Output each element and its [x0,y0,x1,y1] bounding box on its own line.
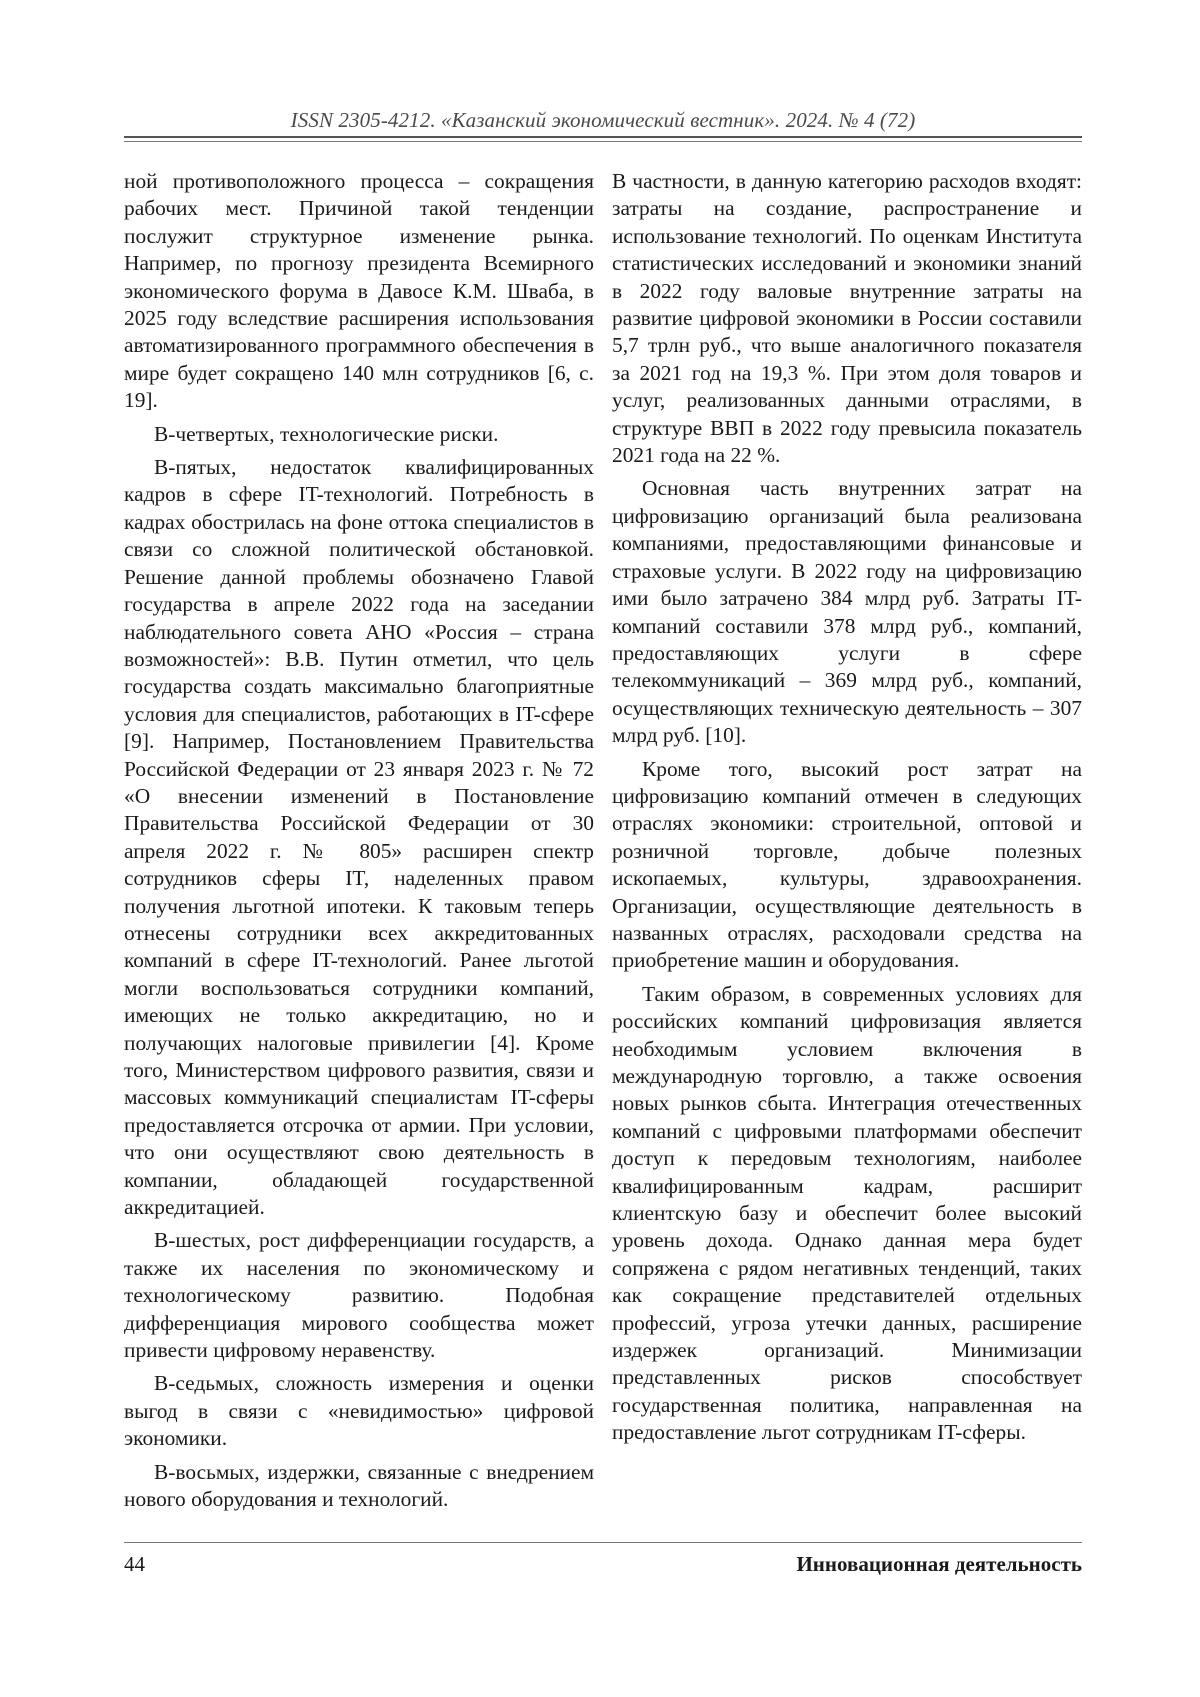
paragraph: В частности, в данную категорию расходов входят: затраты на создание, распространение и использование технологий. По оценкам Института статистических исследований и экономики знаний в 2022 году валовые внутренние затраты на развитие цифровой экономики в России составили 5,7 трлн руб., что выше аналогичного показателя за 2021 год на 19,3 %. При этом доля товаров и услуг, реализованных данными отраслями, в структуре ВВП в 2022 году превысила показатель 2021 года на 22 %. [612,169,1082,468]
paragraph: В-седьмых, сложность измерения и оценки выгод в связи с «невидимостью» цифровой экономики. [124,1371,594,1451]
footer-rule [124,1542,1082,1543]
paragraph: Таким образом, в современных условиях для российских компаний цифровизация является необходимым условием включения в международную торговлю, а также освоения новых рынков сбыта. Интеграция отечественных компаний с цифровыми платформами обеспечит доступ к передовым технологиям, наиболее квалифицированным кадрам, расширит клиентскую базу и обеспечит более высокий уровень дохода. Однако данная мера будет сопряжена с рядом негативных тенденций, таких как сокращение представителей отдельных профессий, угроза утечки данных, расширение издержек организаций. Минимизации представленных рисков способствует государственная политика, направленная на предоставление льгот сотрудникам IT-сферы. [612,981,1082,1445]
paragraph: В-шестых, рост дифференциации государств, а также их населения по экономическому и технологическому развитию. Подобная дифференциация мирового сообщества может привести цифровому неравенству. [124,1228,594,1363]
paragraph: В-пятых, недостаток квалифицированных кадров в сфере IT-технологий. Потребность в кадрах обострилась на фоне оттока специалистов в связи со сложной политической обстановкой. Решение данной проблемы обозначено Главой государства в апреле 2022 года на заседании наблюдательного совета АНО «Россия – страна возможностей»: В.В. Путин отметил, что цель государства создать максимально благоприятные условия для специалистов, работающих в IT-сфере [9]. Например, Постановлением Правительства Российской Федерации от 23 января 2023 г. № 72 «О внесении изменений в Постановление Правительства Российской Федерации от 30 апреля 2022 г. № 805» расширен спектр сотрудников сферы IT, наделенных правом получения льготной ипотеки. К таковым теперь отнесены сотрудники всех аккредитованных компаний в сфере IT-технологий. Ранее льготой могли воспользоваться сотрудники компаний, имеющих не только аккредитацию, но и получающих налоговые привилегии [4]. Кроме того, Министерством цифрового развития, связи и массовых коммуникаций специалистам IT-сферы предоставляется отсрочка от армии. При условии, что они осуществляют свою деятельность в компании, обладающей государственной аккредитацией. [124,455,594,1220]
page-number: 44 [124,1552,145,1576]
section-title: Инновационная деятельность [796,1552,1082,1576]
paragraph: В-восьмых, издержки, связанные с внедрением нового оборудования и технологий. [124,1459,594,1512]
paragraph: ной противоположного процесса – сокращения рабочих мест. Причиной такой тенденции послужит структурное изменение рынка. Например, по прогнозу президента Всемирного экономического форума в Давосе К.М. Шваба, в 2025 году вследствие расширения использования автоматизированного программного обеспечения в мире будет сокращено 140 млн сотрудников [6, с. 19]. [124,169,594,413]
header-rule-thin [124,141,1082,142]
paragraph: В-четвертых, технологические риски. [154,421,499,446]
left-column [124,168,594,1520]
right-column [612,168,1082,1453]
paragraph: Основная часть внутренних затрат на цифровизацию организаций была реализована компаниями, предоставляющими финансовые и страховые услуги. В 2022 году на цифровизацию ими было затрачено 384 млрд руб. Затраты IT-компаний составили 378 млрд руб., компаний, предоставляющих услуги в сфере телекоммуникаций – 369 млрд руб., компаний, осуществляющих техническую деятельность – 307 млрд руб. [10]. [612,476,1082,748]
paragraph: Кроме того, высокий рост затрат на цифровизацию компаний отмечен в следующих отраслях экономики: строительной, оптовой и розничной торговле, добыче полезных ископаемых, культуры, здравоохранения. Организации, осуществляющие деятельность в названных отраслях, расходовали средства на приобретение машин и оборудования. [612,756,1082,973]
header-rule [124,136,1082,138]
journal-header: ISSN 2305-4212. «Казанский экономический вестник». 2024. № 4 (72) [290,108,916,132]
